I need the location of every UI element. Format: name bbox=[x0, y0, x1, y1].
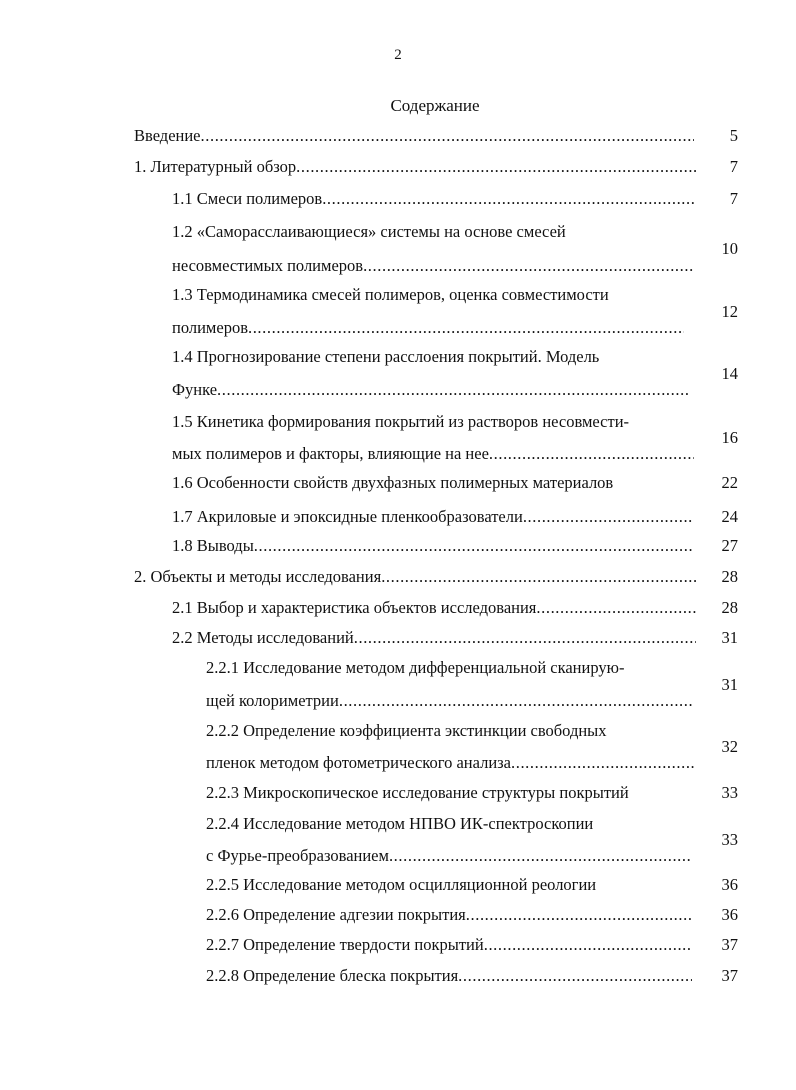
toc-entry-line: 2.2.3 Микроскопическое исследование структуры покрытий bbox=[206, 783, 629, 802]
toc-entry-line: 2.2.7 Определение твердости покрытий ..... bbox=[206, 933, 690, 957]
toc-page-number: 28 bbox=[721, 598, 738, 617]
toc-entry-line: 2.2.8 Определение блеска покрытия ..... bbox=[206, 964, 692, 988]
toc-entry-line: 1.7 Акриловые и эпоксидные пленкообразователи ..... bbox=[172, 505, 694, 529]
toc-page-number: 7 bbox=[729, 157, 738, 176]
toc-entry-line: 2.2 Методы исследований ..... bbox=[172, 626, 696, 650]
toc-entry-line: Введение ..... bbox=[134, 124, 694, 148]
toc-page-number: 31 bbox=[721, 628, 738, 647]
toc-page-number: 5 bbox=[729, 126, 738, 145]
toc-page-number: 32 bbox=[721, 737, 738, 756]
toc-entry-line: 1.2 «Саморасслаивающиеся» системы на основе смесей bbox=[172, 222, 566, 241]
toc-entry-line: пленок методом фотометрического анализа ..... bbox=[206, 751, 696, 775]
toc-page-number: 37 bbox=[721, 935, 738, 954]
toc-page-number: 7 bbox=[729, 189, 738, 208]
toc-page-number: 33 bbox=[721, 830, 738, 849]
toc-entry-line: несовместимых полимеров ..... bbox=[172, 254, 694, 278]
page-number: 2 bbox=[394, 47, 402, 63]
toc-page-number: 12 bbox=[721, 302, 738, 321]
toc-page-number: 16 bbox=[721, 428, 738, 447]
toc-entry-line: щей колориметрии ..... bbox=[206, 689, 694, 713]
toc-page-number: 37 bbox=[721, 966, 738, 985]
toc-entry-line: полимеров ..... bbox=[172, 316, 684, 340]
toc-entry-line: с Фурье-преобразованием ..... bbox=[206, 844, 692, 868]
toc-page-number: 36 bbox=[721, 875, 738, 894]
toc-entry-line: 2. Объекты и методы исследования ..... bbox=[134, 565, 696, 589]
toc-entry-line: 2.2.1 Исследование методом дифференциальной сканирую- bbox=[206, 658, 625, 677]
toc-entry-line: 1.5 Кинетика формирования покрытий из растворов несовмести- bbox=[172, 412, 630, 431]
toc-entry-line: 1.4 Прогнозирование степени расслоения покрытий. Модель bbox=[172, 347, 600, 366]
toc-entry-line: 1. Литературный обзор ..... bbox=[134, 155, 696, 179]
toc-page-number: 14 bbox=[721, 364, 738, 383]
toc-entry-line: 2.1 Выбор и характеристика объектов исследования ..... bbox=[172, 596, 696, 620]
toc-page-number: 27 bbox=[721, 536, 738, 555]
toc-page-number: 24 bbox=[721, 507, 738, 526]
toc-entry-line: 2.2.2 Определение коэффициента экстинкции свободных bbox=[206, 721, 607, 740]
toc-entry-line: 2.2.5 Исследование методом осцилляционной реологии bbox=[206, 875, 597, 894]
toc-entry-line: 2.2.6 Определение адгезии покрытия ..... bbox=[206, 903, 692, 927]
page-title: Содержание bbox=[390, 96, 480, 115]
toc-entry-line: 1.1 Смеси полимеров ..... bbox=[172, 187, 694, 211]
toc-page-number: 22 bbox=[721, 473, 738, 492]
toc-entry-line: 1.6 Особенности свойств двухфазных полимерных материалов bbox=[172, 473, 614, 492]
toc-entry-line: 2.2.4 Исследование методом НПВО ИК-спектроскопии bbox=[206, 814, 594, 833]
toc-page-number: 36 bbox=[721, 905, 738, 924]
toc-page-number: 33 bbox=[721, 783, 738, 802]
toc-entry-line: 1.3 Термодинамика смесей полимеров, оценка совместимости bbox=[172, 285, 609, 304]
toc-page-number: 28 bbox=[721, 567, 738, 586]
toc-page-number: 31 bbox=[721, 675, 738, 694]
toc-page-number: 10 bbox=[721, 239, 738, 258]
toc-entry-line: 1.8 Выводы ..... bbox=[172, 534, 694, 558]
toc-entry-line: мых полимеров и факторы, влияющие на нее ..... bbox=[172, 442, 694, 466]
toc-entry-line: Функе ..... bbox=[172, 378, 690, 402]
